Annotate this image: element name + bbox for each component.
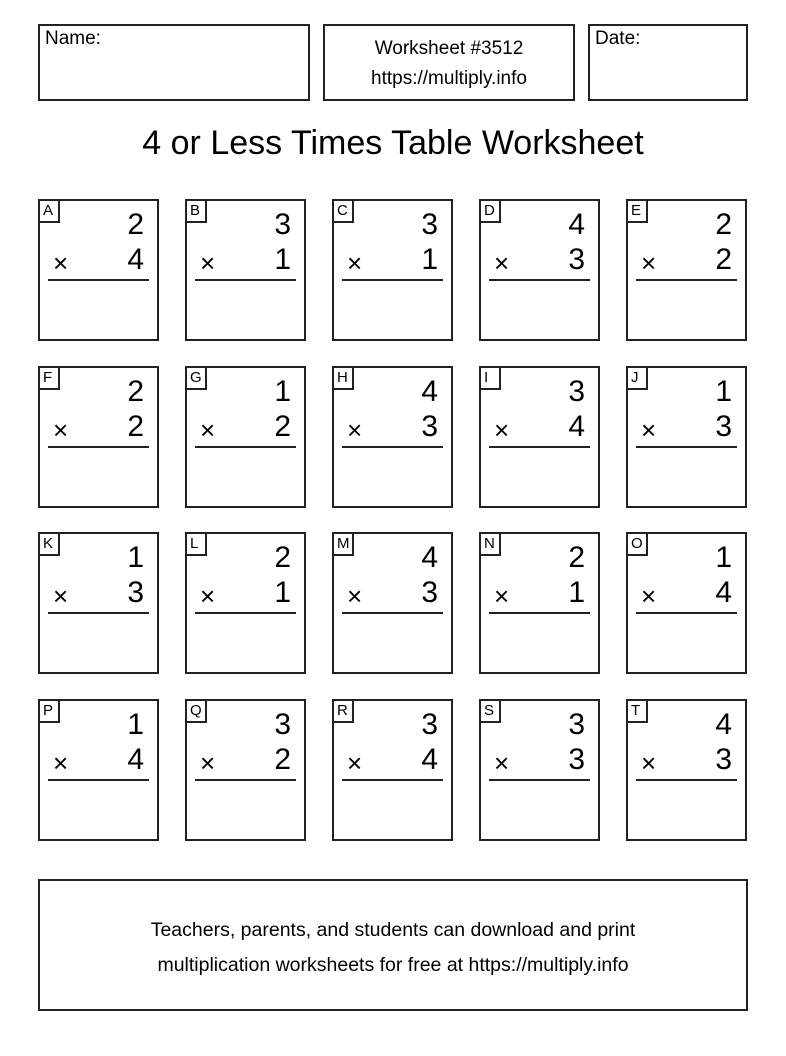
- problem-letter: J: [626, 366, 648, 390]
- answer-line: [195, 612, 296, 614]
- problem-card[interactable]: [479, 366, 600, 508]
- problem-card[interactable]: [332, 532, 453, 674]
- multiplier: 2: [274, 743, 291, 776]
- problem-letter: R: [332, 699, 354, 723]
- multiplicand: 1: [127, 541, 144, 574]
- multiplicand: 3: [568, 708, 585, 741]
- problem-letter: T: [626, 699, 648, 723]
- multiply-sign-icon: ×: [347, 248, 363, 278]
- worksheet-number: Worksheet #3512: [374, 38, 524, 59]
- multiplicand: 4: [568, 208, 585, 241]
- multiplier: 3: [421, 576, 438, 609]
- multiplier: 4: [127, 743, 144, 776]
- multiplier: 3: [568, 243, 585, 276]
- multiplicand: 4: [421, 541, 438, 574]
- answer-line: [48, 612, 149, 614]
- multiplier: 2: [274, 410, 291, 443]
- page-title: 4 or Less Times Table Worksheet: [142, 124, 644, 162]
- multiplicand: 1: [715, 541, 732, 574]
- problem-card[interactable]: [626, 199, 747, 341]
- problem-card[interactable]: [479, 199, 600, 341]
- problem-card[interactable]: [626, 532, 747, 674]
- answer-line: [195, 279, 296, 281]
- multiplicand: 2: [715, 208, 732, 241]
- multiply-sign-icon: ×: [200, 581, 216, 611]
- multiplier: 3: [568, 743, 585, 776]
- answer-line: [489, 446, 590, 448]
- multiplier: 4: [127, 243, 144, 276]
- multiplicand: 2: [127, 375, 144, 408]
- answer-line: [48, 446, 149, 448]
- multiply-sign-icon: ×: [494, 415, 510, 445]
- multiply-sign-icon: ×: [641, 748, 657, 778]
- problem-card[interactable]: [332, 199, 453, 341]
- multiplier: 3: [715, 743, 732, 776]
- multiply-sign-icon: ×: [53, 248, 69, 278]
- answer-line: [342, 279, 443, 281]
- problem-card[interactable]: [185, 699, 306, 841]
- multiplier: 1: [274, 243, 291, 276]
- multiplier: 1: [274, 576, 291, 609]
- multiplicand: 3: [568, 375, 585, 408]
- problem-card[interactable]: [185, 532, 306, 674]
- name-field-box[interactable]: [38, 24, 310, 101]
- problem-letter: C: [332, 199, 354, 223]
- problem-card[interactable]: [626, 699, 747, 841]
- problem-card[interactable]: [626, 366, 747, 508]
- multiply-sign-icon: ×: [494, 581, 510, 611]
- worksheet-info-box: [323, 24, 575, 101]
- problem-letter: N: [479, 532, 501, 556]
- date-label: Date:: [595, 28, 641, 49]
- multiplicand: 3: [421, 208, 438, 241]
- problem-letter: G: [185, 366, 207, 390]
- problem-letter: O: [626, 532, 648, 556]
- answer-line: [195, 446, 296, 448]
- multiplicand: 2: [127, 208, 144, 241]
- problem-letter: P: [38, 699, 60, 723]
- multiplier: 2: [715, 243, 732, 276]
- multiply-sign-icon: ×: [200, 415, 216, 445]
- problem-letter: B: [185, 199, 207, 223]
- problem-card[interactable]: [38, 532, 159, 674]
- multiplier: 1: [421, 243, 438, 276]
- problem-letter: M: [332, 532, 354, 556]
- multiply-sign-icon: ×: [53, 748, 69, 778]
- answer-line: [636, 279, 737, 281]
- problem-card[interactable]: [479, 532, 600, 674]
- problem-letter: H: [332, 366, 354, 390]
- problem-card[interactable]: [185, 199, 306, 341]
- multiply-sign-icon: ×: [347, 748, 363, 778]
- problem-card[interactable]: [332, 699, 453, 841]
- multiplier: 3: [421, 410, 438, 443]
- answer-line: [636, 779, 737, 781]
- multiply-sign-icon: ×: [494, 248, 510, 278]
- problem-card[interactable]: [38, 199, 159, 341]
- multiplier: 3: [127, 576, 144, 609]
- problem-letter: A: [38, 199, 60, 223]
- answer-line: [48, 279, 149, 281]
- multiply-sign-icon: ×: [53, 415, 69, 445]
- answer-line: [489, 279, 590, 281]
- multiplicand: 3: [421, 708, 438, 741]
- problem-letter: I: [479, 366, 501, 390]
- footer-line-1: Teachers, parents, and students can download and print: [150, 919, 636, 941]
- footer-box: [38, 879, 748, 1011]
- answer-line: [489, 612, 590, 614]
- answer-line: [636, 612, 737, 614]
- answer-line: [195, 779, 296, 781]
- problem-card[interactable]: [479, 699, 600, 841]
- multiply-sign-icon: ×: [200, 248, 216, 278]
- multiplier: 3: [715, 410, 732, 443]
- multiply-sign-icon: ×: [53, 581, 69, 611]
- problem-letter: Q: [185, 699, 207, 723]
- problem-letter: E: [626, 199, 648, 223]
- problem-letter: L: [185, 532, 207, 556]
- answer-line: [342, 446, 443, 448]
- multiply-sign-icon: ×: [494, 748, 510, 778]
- multiplicand: 4: [421, 375, 438, 408]
- site-url: https://multiply.info: [371, 68, 527, 89]
- multiplicand: 3: [274, 208, 291, 241]
- problem-letter: K: [38, 532, 60, 556]
- multiply-sign-icon: ×: [641, 248, 657, 278]
- multiplicand: 3: [274, 708, 291, 741]
- answer-line: [342, 779, 443, 781]
- problem-letter: D: [479, 199, 501, 223]
- multiplier: 4: [421, 743, 438, 776]
- problem-letter: S: [479, 699, 501, 723]
- multiplicand: 2: [568, 541, 585, 574]
- multiply-sign-icon: ×: [347, 415, 363, 445]
- multiply-sign-icon: ×: [641, 415, 657, 445]
- problem-letter: F: [38, 366, 60, 390]
- answer-line: [48, 779, 149, 781]
- multiply-sign-icon: ×: [347, 581, 363, 611]
- problem-card[interactable]: [185, 366, 306, 508]
- multiplier: 4: [568, 410, 585, 443]
- multiplier: 2: [127, 410, 144, 443]
- multiply-sign-icon: ×: [641, 581, 657, 611]
- answer-line: [342, 612, 443, 614]
- multiplicand: 2: [274, 541, 291, 574]
- multiplier: 4: [715, 576, 732, 609]
- answer-line: [636, 446, 737, 448]
- multiplicand: 4: [715, 708, 732, 741]
- date-field-box[interactable]: [588, 24, 748, 101]
- footer-line-2: multiplication worksheets for free at https://multiply.info: [157, 954, 629, 976]
- name-label: Name:: [45, 28, 101, 49]
- multiplicand: 1: [274, 375, 291, 408]
- problem-card[interactable]: [38, 699, 159, 841]
- problem-card[interactable]: [332, 366, 453, 508]
- multiply-sign-icon: ×: [200, 748, 216, 778]
- multiplicand: 1: [715, 375, 732, 408]
- answer-line: [489, 779, 590, 781]
- multiplicand: 1: [127, 708, 144, 741]
- multiplier: 1: [568, 576, 585, 609]
- problem-card[interactable]: [38, 366, 159, 508]
